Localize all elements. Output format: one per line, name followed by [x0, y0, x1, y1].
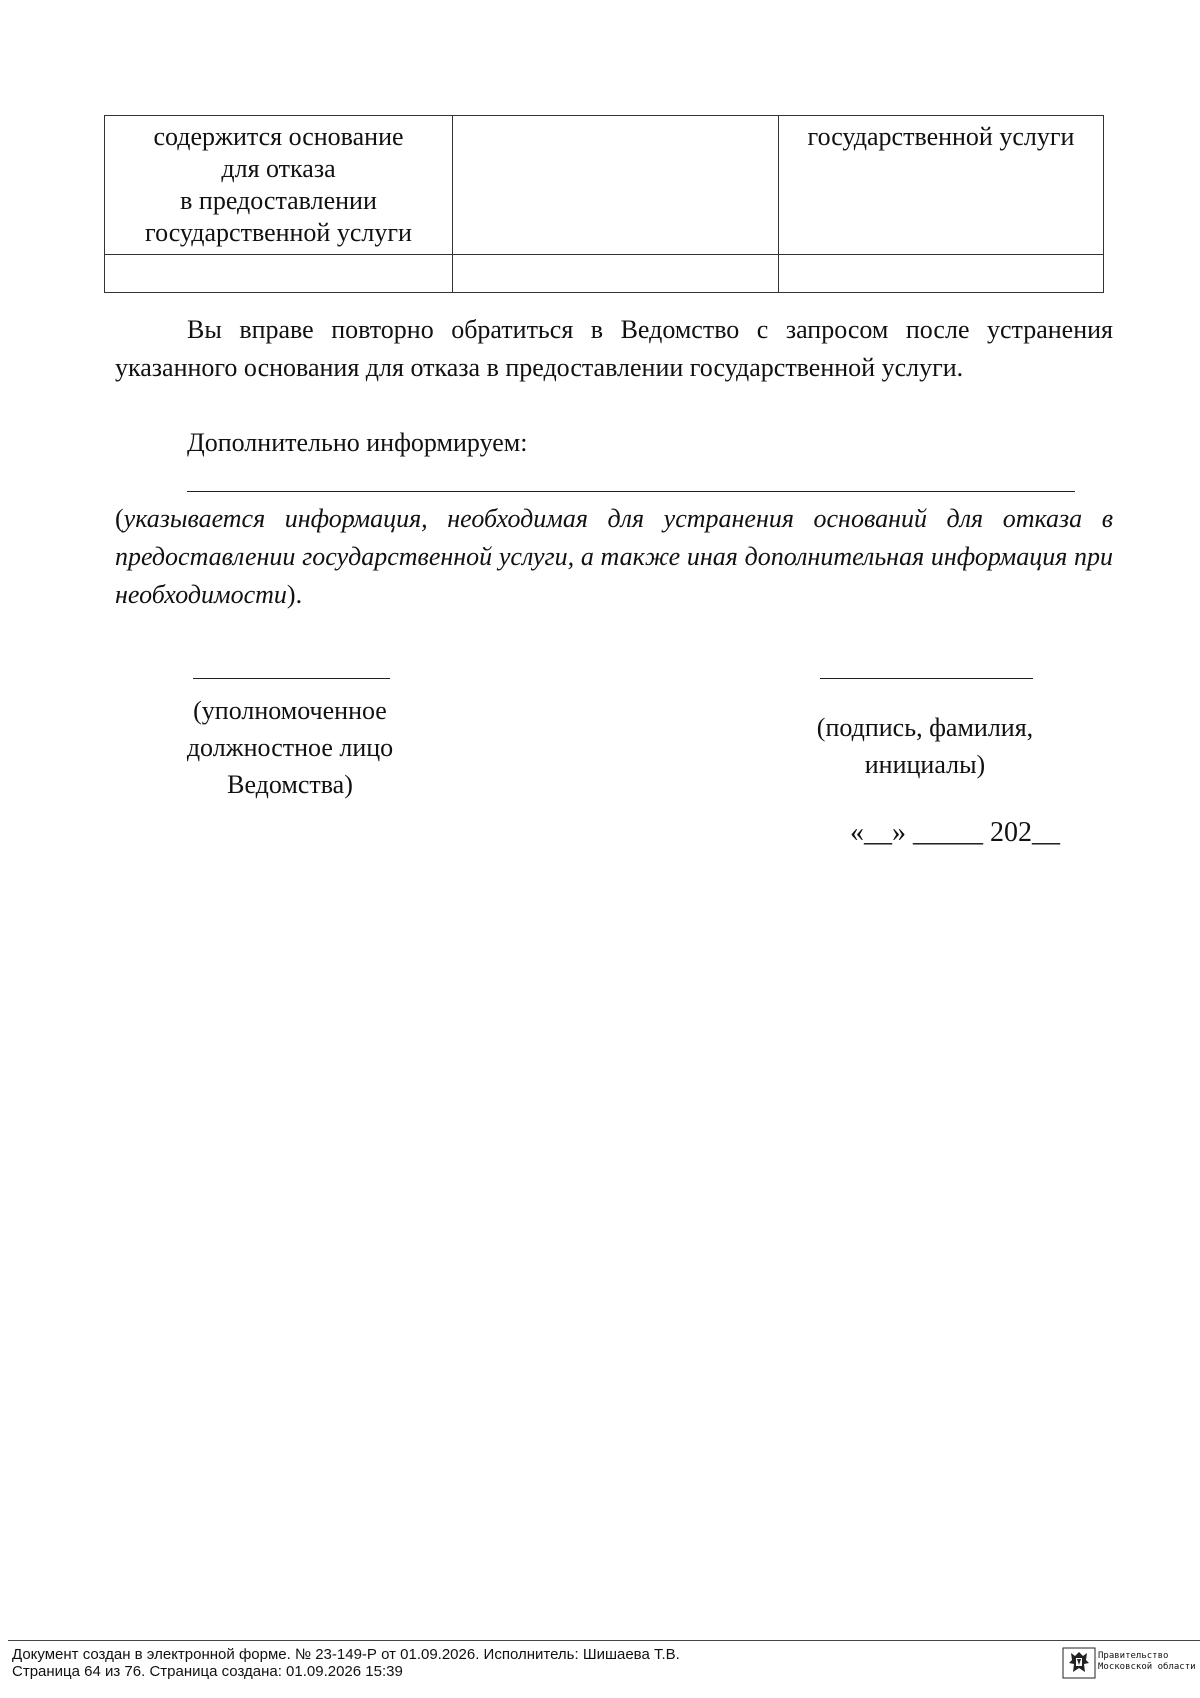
refusal-grounds-table	[104, 115, 1104, 293]
footer-info	[12, 1646, 1012, 1680]
table-cell-empty	[779, 255, 1104, 293]
additional-info-label: Дополнительно информируем:	[187, 428, 528, 457]
table-cell-empty	[453, 116, 779, 255]
additional-info-fill-line	[187, 491, 1075, 492]
org-line: Правительство	[1098, 1651, 1169, 1661]
hint-open-paren: (	[115, 504, 124, 533]
cell-text-line: содержится основание	[153, 122, 404, 151]
signature-caption	[780, 709, 1070, 783]
table-cell-service: государственной услуги	[779, 116, 1104, 255]
signature-line	[820, 678, 1033, 679]
hint-text: указывается информация, необходимая для устранения оснований для отказа в предоставлении государственной услуги, а также иная дополнительная информация при необходимости	[115, 504, 1113, 609]
footer-line-document: Документ создан в электронной форме. № 23-149-Р от 01.09.2026. Исполнитель: Шишаева Т.В.	[12, 1646, 680, 1663]
caption-line: инициалы)	[864, 750, 986, 779]
official-caption	[140, 692, 440, 803]
gov-org-label	[1098, 1651, 1198, 1673]
cell-text-line: в предоставлении	[180, 186, 377, 215]
cell-text-line: для отказа	[221, 154, 336, 183]
coat-of-arms-icon	[1062, 1647, 1096, 1679]
signature-date: «__» _____ 202__	[850, 817, 1060, 848]
repeat-request-paragraph: Вы вправе повторно обратиться в Ведомство с запросом после устранения указанного основания для отказа в предоставлении государственной услуги.	[115, 315, 1113, 382]
additional-info-hint	[115, 500, 1113, 614]
caption-line: (подпись, фамилия,	[816, 713, 1034, 742]
footer-divider	[8, 1640, 1200, 1641]
caption-line: Ведомства)	[227, 770, 353, 799]
table-cell-empty	[453, 255, 779, 293]
caption-line: (уполномоченное	[193, 696, 387, 725]
table-row	[105, 116, 1104, 255]
table-cell-grounds	[105, 116, 453, 255]
hint-close: ).	[286, 580, 303, 609]
official-signature-line	[193, 678, 390, 679]
table-row	[105, 255, 1104, 293]
org-line: Московской области	[1098, 1662, 1196, 1672]
footer-line-page: Страница 64 из 76. Страница создана: 01.09.2026 15:39	[12, 1663, 403, 1680]
caption-line: должностное лицо	[186, 733, 394, 762]
cell-text-line: государственной услуги	[145, 218, 412, 247]
table-cell-empty	[105, 255, 453, 293]
